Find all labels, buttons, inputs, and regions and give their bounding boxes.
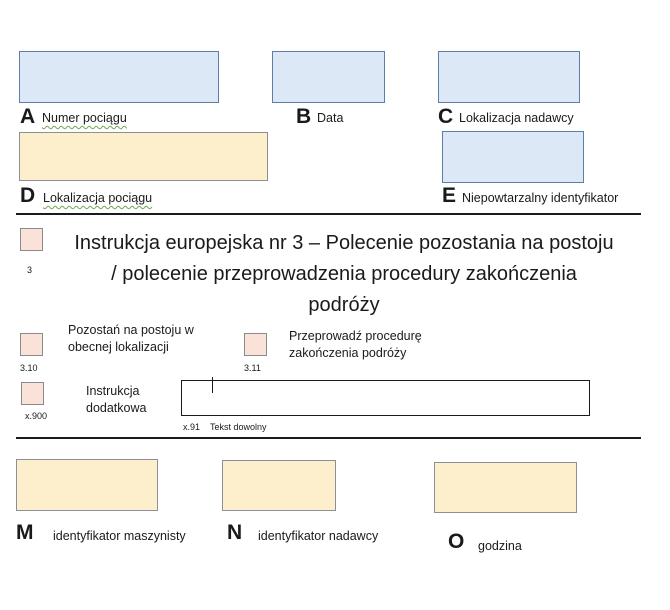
free-text-input[interactable] (181, 380, 590, 416)
driver-id-field[interactable] (16, 459, 158, 511)
train-location-field[interactable] (19, 132, 268, 181)
divider-bottom (16, 437, 641, 439)
field-letter-m: M (16, 521, 34, 544)
end-journey-label: Przeprowadź procedurę zakończenia podróży (289, 329, 422, 360)
additional-label: Instrukcja dodatkowa (86, 384, 147, 415)
stay-checkbox[interactable] (20, 333, 43, 356)
divider-top (16, 213, 641, 215)
driver-id-label: identyfikator maszynisty (53, 529, 186, 543)
time-label: godzina (478, 539, 522, 553)
instruction-code: 3 (27, 265, 33, 275)
unique-identifier-label: Niepowtarzalny identyfikator (462, 191, 619, 205)
field-letter-n: N (227, 521, 243, 544)
train-location-label: Lokalizacja pociągu (43, 191, 153, 205)
field-letter-d: D (20, 184, 36, 207)
stay-label: Pozostań na postoju w obecnej lokalizacji (68, 323, 194, 354)
sender-location-field[interactable] (438, 51, 580, 103)
free-text-label: Tekst dowolny (210, 422, 267, 432)
sender-id-field[interactable] (222, 460, 336, 511)
free-text-code: x.91 (183, 422, 201, 432)
stay-code: 3.10 (20, 363, 38, 373)
additional-code: x.900 (25, 411, 48, 421)
unique-identifier-field[interactable] (442, 131, 584, 183)
sender-id-label: identyfikator nadawcy (258, 529, 379, 543)
train-number-label: Numer pociągu (42, 111, 127, 125)
additional-checkbox[interactable] (21, 382, 44, 405)
date-field[interactable] (272, 51, 385, 103)
instruction-title: Instrukcja europejska nr 3 – Polecenie pozostania na postoju / polecenie przeprowadzenia procedury zakończenia podróży (74, 232, 614, 316)
text-cursor (212, 377, 213, 393)
instruction-checkbox[interactable] (20, 228, 43, 251)
sender-location-label: Lokalizacja nadawcy (459, 111, 574, 125)
end-journey-code: 3.11 (244, 363, 261, 373)
field-letter-a: A (20, 105, 36, 128)
field-letter-b: B (296, 105, 312, 128)
field-letter-c: C (438, 105, 454, 128)
train-number-field[interactable] (19, 51, 219, 103)
field-letter-e: E (442, 184, 457, 207)
time-field[interactable] (434, 462, 577, 513)
end-journey-checkbox[interactable] (244, 333, 267, 356)
date-label: Data (317, 111, 344, 125)
field-letter-o: O (448, 530, 465, 553)
